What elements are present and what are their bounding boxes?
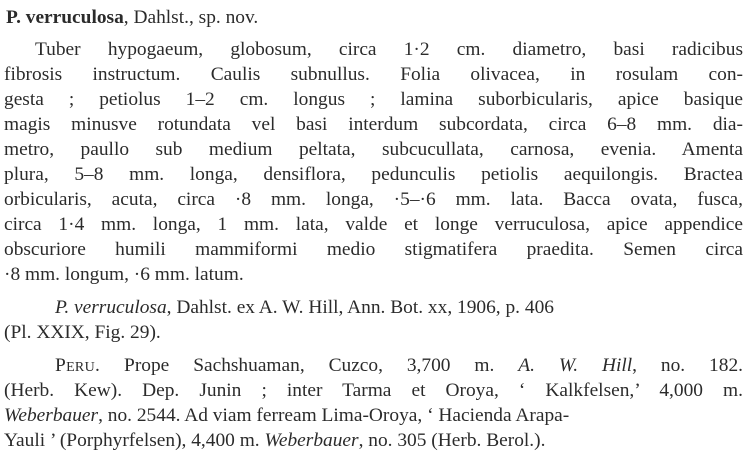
specimen-locality: Prope Sachshuaman, Cuzco, 3,700 m.: [100, 355, 519, 376]
synonym-citation-text: , Dahlst. ex A. W. Hill, Ann. Bot. xx, 1906, p. 406: [166, 297, 554, 318]
description-line: plura, 5–8 mm. longa, densiflora, pedunculis petiolis aequilongis. Bractea: [4, 164, 743, 185]
description-line: fibrosis instructum. Caulis subnullus. Folia olivacea, in rosulam con-: [4, 64, 743, 85]
description-line: ·8 mm. longum, ·6 mm. latum.: [4, 264, 244, 285]
specimen-locality: , no. 2544. Ad viam ferream Lima-Oroya, ‘ Hacienda Arapa-: [98, 405, 570, 426]
species-heading: [6, 6, 258, 30]
description-line: circa 1·4 mm. longa, 1 mm. lata, valde et longe verruculosa, apice appendice: [4, 214, 743, 235]
synonym-continuation: (Pl. XXIX, Fig. 29).: [4, 322, 161, 343]
description-line: magis minusve rotundata vel basi interdum subcordata, circa 6–8 mm. dia-: [4, 114, 743, 135]
specimen-number: , no. 305 (Herb. Berol.).: [358, 430, 546, 451]
specimen-collector: A. W. Hill: [518, 355, 633, 376]
specimen-line: [4, 429, 545, 453]
species-heading-name: P. verruculosa: [6, 7, 124, 28]
description-line: metro, paullo sub medium peltata, subcucullata, carnosa, evenia. Amenta: [4, 139, 743, 160]
specimen-locality: Yauli ’ (Porphyrfelsen), 4,400 m.: [4, 430, 265, 451]
specimen-line: (Herb. Kew). Dep. Junin ; inter Tarma et Oroya, ‘ Kalkfelsen,’ 4,000 m.: [4, 380, 743, 401]
specimen-line: [55, 354, 743, 378]
specimen-collector: Weberbauer: [264, 430, 359, 451]
description-line: obscuriore humili mammiformi medio stigmatifera praedita. Semen circa: [4, 239, 743, 260]
specimen-line: [4, 404, 569, 428]
synonym-name: P. verruculosa: [55, 297, 167, 318]
description-line: orbicularis, acuta, circa ·8 mm. longa, ·5–·6 mm. lata. Bacca ovata, fusca,: [4, 189, 743, 210]
species-heading-authority: , Dahlst., sp. nov.: [123, 7, 259, 28]
specimen-number: , no. 182.: [632, 355, 743, 376]
description-line: gesta ; petiolus 1–2 cm. longus ; lamina suborbicularis, apice basique: [4, 89, 743, 110]
synonym-line: [55, 296, 554, 320]
paper-page: [4, 0, 746, 469]
specimen-country: Peru.: [55, 355, 101, 376]
description-line: Tuber hypogaeum, globosum, circa 1·2 cm. diametro, basi radicibus: [35, 39, 743, 60]
specimen-collector: Weberbauer: [4, 405, 99, 426]
